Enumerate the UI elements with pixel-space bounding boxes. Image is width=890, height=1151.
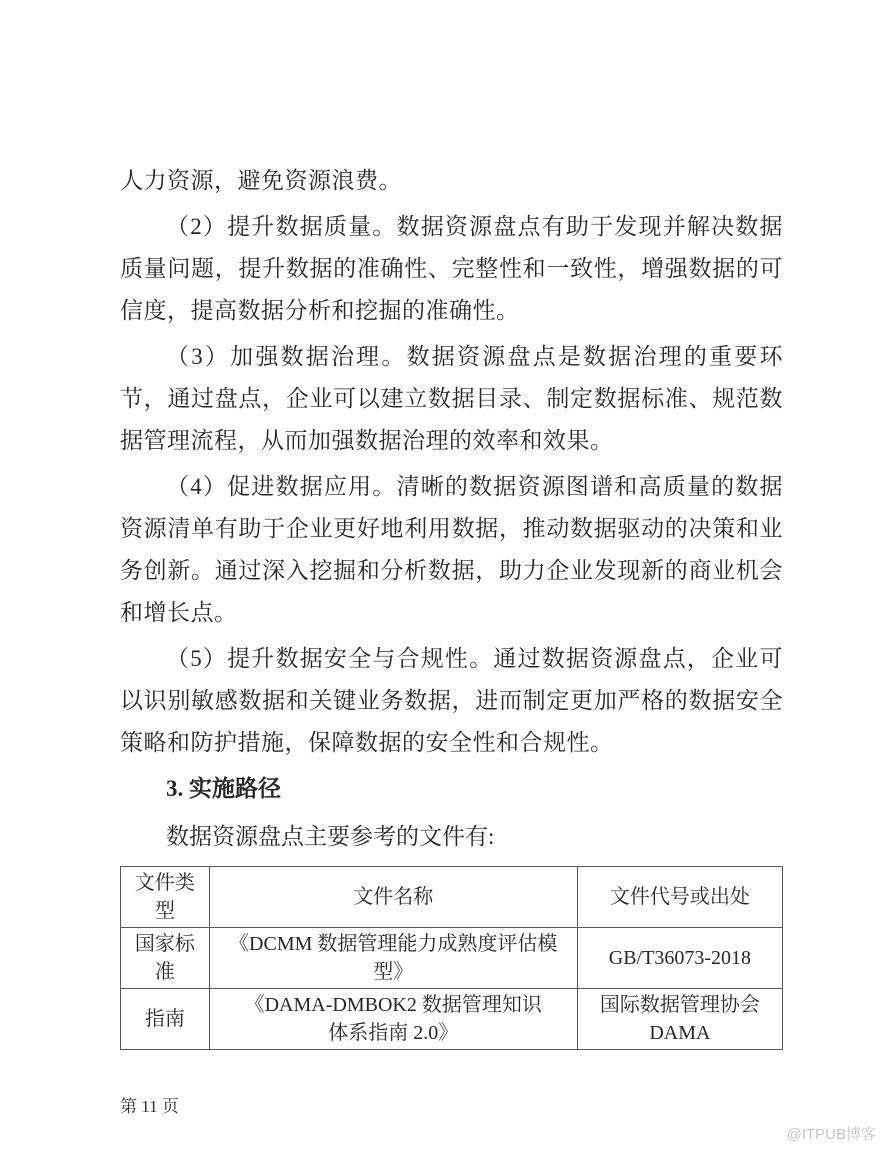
section-heading: 3. 实施路径 bbox=[166, 776, 281, 801]
table-cell: 国家标准 bbox=[121, 928, 210, 989]
paragraphs bbox=[120, 160, 783, 764]
table-cell: GB/T36073-2018 bbox=[577, 928, 782, 989]
reference-table bbox=[120, 866, 783, 1050]
table-cell: 指南 bbox=[121, 989, 210, 1050]
page-number: 第 11 页 bbox=[120, 1097, 179, 1116]
table-cell: 《DCMM 数据管理能力成熟度评估模型》 bbox=[209, 928, 577, 989]
table-header-cell: 文件名称 bbox=[209, 867, 577, 928]
table-intro-text: 数据资源盘点主要参考的文件有: bbox=[166, 824, 495, 849]
table-cell: 《DAMA-DMBOK2 数据管理知识 体系指南 2.0》 bbox=[209, 989, 577, 1050]
paragraph: 人力资源，避免资源浪费。 bbox=[120, 168, 402, 193]
paragraph: （5）提升数据安全与合规性。通过数据资源盘点，企业可以识别敏感数据和关键业务数据，进而制定更加严格的数据安全策略和防护措施，保障数据的安全性和合规性。 bbox=[120, 646, 783, 755]
paragraph: （4）促进数据应用。清晰的数据资源图谱和高质量的数据资源清单有助于企业更好地利用数据，推动数据驱动的决策和业务创新。通过深入挖掘和分析数据，助力企业发现新的商业机会和增长点。 bbox=[120, 474, 783, 625]
watermark: @ITPUB博客 bbox=[786, 1126, 876, 1143]
table-cell: 国际数据管理协会 DAMA bbox=[577, 989, 782, 1050]
reference-table-body bbox=[121, 928, 783, 1050]
reference-table-header bbox=[121, 867, 783, 928]
table-header-cell: 文件类型 bbox=[121, 867, 210, 928]
table-header-row bbox=[121, 867, 783, 928]
table-row bbox=[121, 928, 783, 989]
table-header-cell: 文件代号或出处 bbox=[577, 867, 782, 928]
paragraph: （2）提升数据质量。数据资源盘点有助于发现并解决数据质量问题，提升数据的准确性、完整性和一致性，增强数据的可信度，提高数据分析和挖掘的准确性。 bbox=[120, 214, 783, 323]
table-row bbox=[121, 989, 783, 1050]
paragraph: （3）加强数据治理。数据资源盘点是数据治理的重要环节，通过盘点，企业可以建立数据目录、制定数据标准、规范数据管理流程，从而加强数据治理的效率和效果。 bbox=[120, 344, 783, 453]
